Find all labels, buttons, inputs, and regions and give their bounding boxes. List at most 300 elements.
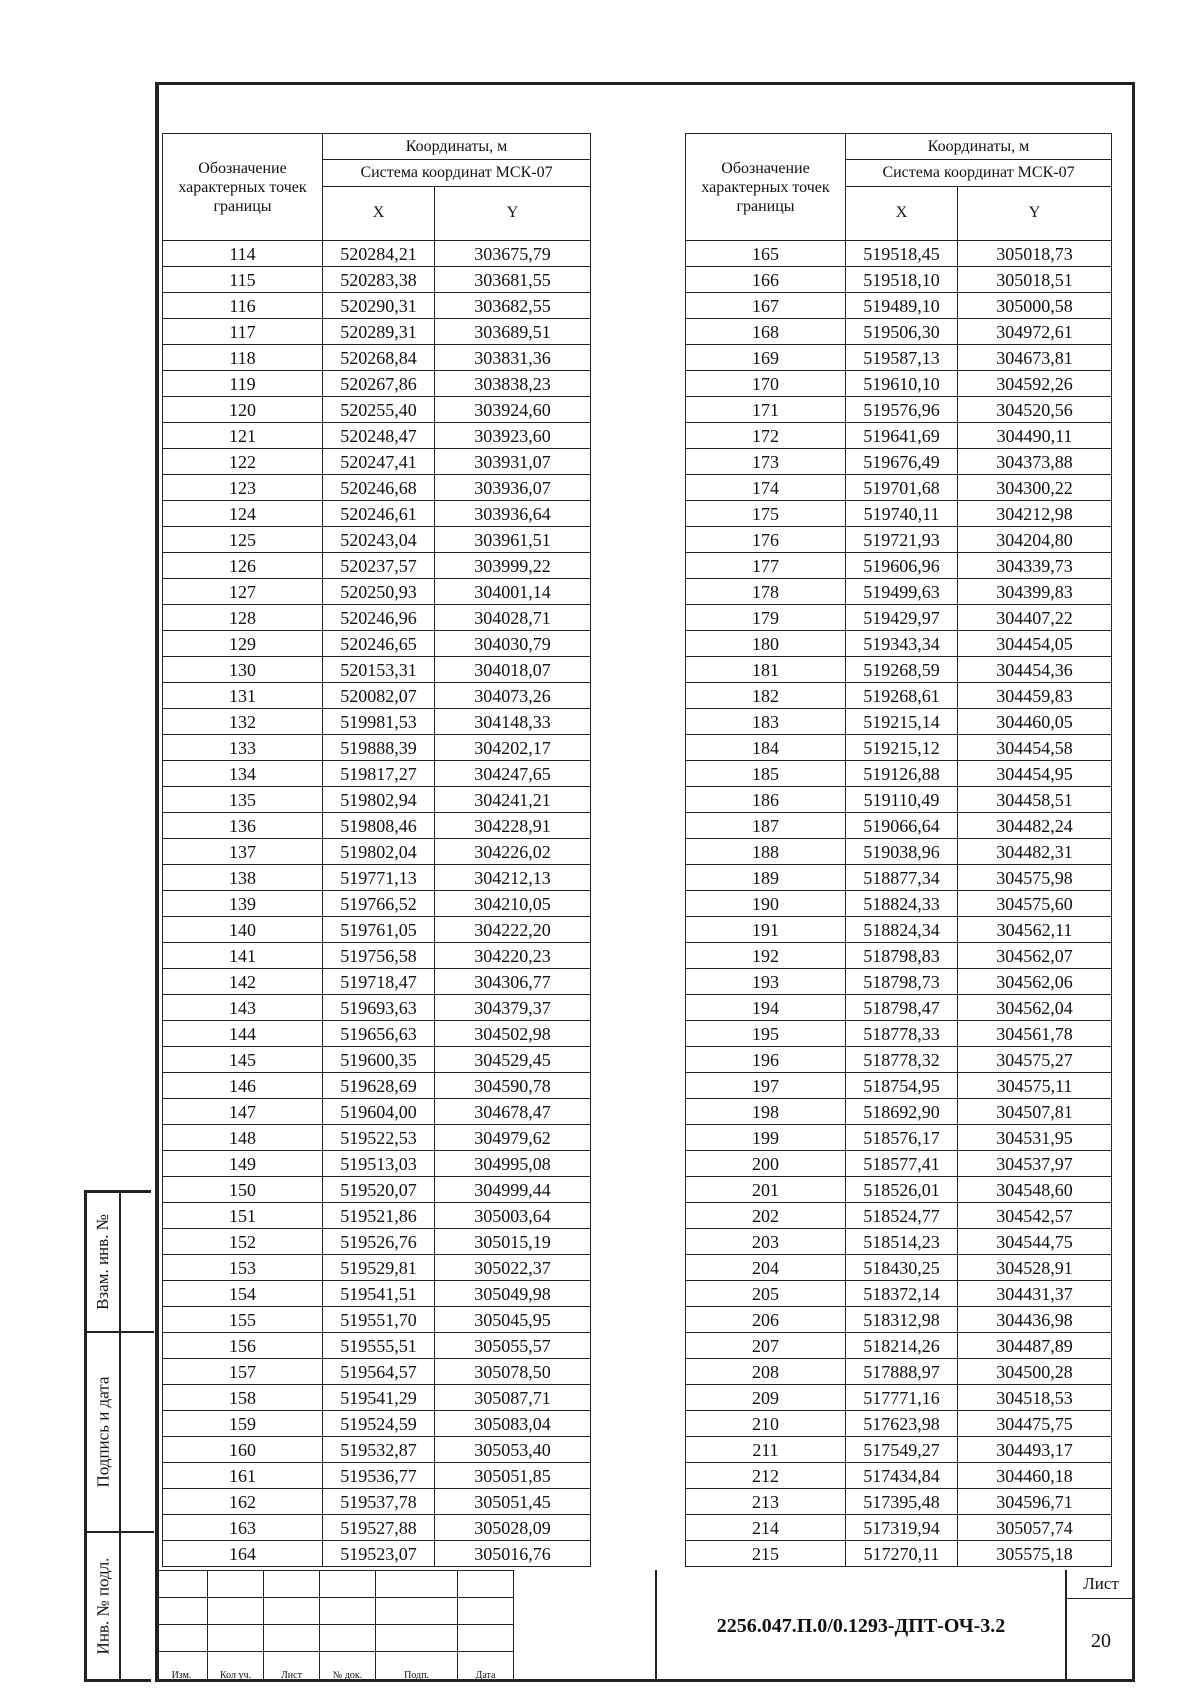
- y-cell: 304454,95: [958, 761, 1112, 787]
- y-cell: 304590,78: [435, 1073, 591, 1099]
- x-cell: 518312,98: [846, 1307, 958, 1333]
- table-row: [686, 553, 1112, 579]
- y-cell: 304493,17: [958, 1437, 1112, 1463]
- table-row: [163, 761, 591, 787]
- y-cell: 303931,07: [435, 449, 591, 475]
- table-row: [686, 267, 1112, 293]
- x-cell: 519513,03: [323, 1151, 435, 1177]
- x-cell: 517319,94: [846, 1515, 958, 1541]
- point-id-cell: 186: [686, 787, 846, 813]
- table-row: [163, 1281, 591, 1307]
- point-id-cell: 136: [163, 813, 323, 839]
- y-cell: 303831,36: [435, 345, 591, 371]
- point-id-cell: 129: [163, 631, 323, 657]
- x-cell: 519541,29: [323, 1385, 435, 1411]
- table-row: [163, 397, 591, 423]
- point-id-cell: 210: [686, 1411, 846, 1437]
- point-id-cell: 123: [163, 475, 323, 501]
- table-row: [163, 709, 591, 735]
- point-id-cell: 127: [163, 579, 323, 605]
- x-cell: 518824,34: [846, 917, 958, 943]
- y-cell: 304548,60: [958, 1177, 1112, 1203]
- table-row: [163, 1463, 591, 1489]
- y-cell: 304001,14: [435, 579, 591, 605]
- y-cell: 304544,75: [958, 1229, 1112, 1255]
- table-row: [163, 787, 591, 813]
- table-row: [163, 891, 591, 917]
- x-cell: 519610,10: [846, 371, 958, 397]
- coords-header: Координаты, м: [846, 134, 1112, 160]
- table-row: [163, 267, 591, 293]
- coordinates-table-right: [685, 133, 1112, 1567]
- y-cell: 304561,78: [958, 1021, 1112, 1047]
- x-cell: 519740,11: [846, 501, 958, 527]
- x-cell: 519718,47: [323, 969, 435, 995]
- x-cell: 517434,84: [846, 1463, 958, 1489]
- x-cell: 519268,59: [846, 657, 958, 683]
- y-cell: 303961,51: [435, 527, 591, 553]
- x-cell: 520246,96: [323, 605, 435, 631]
- table-row: [686, 657, 1112, 683]
- point-id-cell: 202: [686, 1203, 846, 1229]
- x-cell: 520082,07: [323, 683, 435, 709]
- y-cell: 304995,08: [435, 1151, 591, 1177]
- y-cell: 305028,09: [435, 1515, 591, 1541]
- y-cell: 304502,98: [435, 1021, 591, 1047]
- table-row: [163, 241, 591, 267]
- point-id-cell: 141: [163, 943, 323, 969]
- stamp-col-ndok: № док.: [320, 1652, 376, 1682]
- y-cell: 304979,62: [435, 1125, 591, 1151]
- table-row: [686, 579, 1112, 605]
- table-row: [163, 1489, 591, 1515]
- point-id-cell: 174: [686, 475, 846, 501]
- x-cell: 519499,63: [846, 579, 958, 605]
- y-cell: 305022,37: [435, 1255, 591, 1281]
- y-cell: 305000,58: [958, 293, 1112, 319]
- table-row: [686, 371, 1112, 397]
- point-id-cell: 177: [686, 553, 846, 579]
- point-id-cell: 121: [163, 423, 323, 449]
- y-cell: 304575,11: [958, 1073, 1112, 1099]
- x-cell: 519343,34: [846, 631, 958, 657]
- x-cell: 519066,64: [846, 813, 958, 839]
- x-cell: 519576,96: [846, 397, 958, 423]
- y-cell: 304228,91: [435, 813, 591, 839]
- y-cell: 304212,98: [958, 501, 1112, 527]
- point-id-cell: 154: [163, 1281, 323, 1307]
- x-cell: 517623,98: [846, 1411, 958, 1437]
- point-id-cell: 118: [163, 345, 323, 371]
- table-row: [163, 1307, 591, 1333]
- table-row: [163, 1047, 591, 1073]
- y-cell: 304222,20: [435, 917, 591, 943]
- point-id-cell: 212: [686, 1463, 846, 1489]
- y-cell: 304518,53: [958, 1385, 1112, 1411]
- y-cell: 304482,31: [958, 839, 1112, 865]
- table-row: [163, 605, 591, 631]
- table-row: [686, 1177, 1112, 1203]
- table-row: [163, 449, 591, 475]
- point-id-cell: 150: [163, 1177, 323, 1203]
- y-cell: 304528,91: [958, 1255, 1112, 1281]
- table-row: [686, 761, 1112, 787]
- point-id-cell: 160: [163, 1437, 323, 1463]
- y-cell: 304436,98: [958, 1307, 1112, 1333]
- table-row: [163, 1541, 591, 1567]
- x-cell: 519038,96: [846, 839, 958, 865]
- table-row: [686, 241, 1112, 267]
- x-cell: 518798,73: [846, 969, 958, 995]
- y-cell: 304460,18: [958, 1463, 1112, 1489]
- table-row: [686, 475, 1112, 501]
- table-row: [163, 865, 591, 891]
- x-cell: 519761,05: [323, 917, 435, 943]
- table-row: [163, 657, 591, 683]
- x-cell: 519506,30: [846, 319, 958, 345]
- y-cell: 304500,28: [958, 1359, 1112, 1385]
- y-cell: 304454,36: [958, 657, 1112, 683]
- table-row: [686, 527, 1112, 553]
- point-id-cell: 157: [163, 1359, 323, 1385]
- side-stamp: [84, 1190, 151, 1682]
- table-row: [686, 319, 1112, 345]
- x-cell: 518754,95: [846, 1073, 958, 1099]
- y-cell: 304306,77: [435, 969, 591, 995]
- x-cell: 518372,14: [846, 1281, 958, 1307]
- y-cell: 304972,61: [958, 319, 1112, 345]
- point-header: Обозначение характерных точек границы: [163, 134, 323, 241]
- y-cell: 304148,33: [435, 709, 591, 735]
- point-id-cell: 211: [686, 1437, 846, 1463]
- y-cell: 304507,81: [958, 1099, 1112, 1125]
- table-row: [163, 319, 591, 345]
- table-row: [686, 449, 1112, 475]
- y-cell: 304490,11: [958, 423, 1112, 449]
- table-row: [686, 1099, 1112, 1125]
- x-cell: 519110,49: [846, 787, 958, 813]
- x-cell: 519606,96: [846, 553, 958, 579]
- x-cell: 520284,21: [323, 241, 435, 267]
- x-cell: 519721,93: [846, 527, 958, 553]
- point-id-cell: 214: [686, 1515, 846, 1541]
- point-id-cell: 209: [686, 1385, 846, 1411]
- x-cell: 520246,61: [323, 501, 435, 527]
- point-id-cell: 201: [686, 1177, 846, 1203]
- point-id-cell: 142: [163, 969, 323, 995]
- point-id-cell: 193: [686, 969, 846, 995]
- point-id-cell: 172: [686, 423, 846, 449]
- sheet-label: Лист: [1067, 1570, 1135, 1599]
- right-table-body: [686, 241, 1112, 1567]
- point-id-cell: 130: [163, 657, 323, 683]
- y-cell: 304018,07: [435, 657, 591, 683]
- coords-header: Координаты, м: [323, 134, 591, 160]
- point-id-cell: 149: [163, 1151, 323, 1177]
- point-id-cell: 116: [163, 293, 323, 319]
- point-id-cell: 131: [163, 683, 323, 709]
- point-id-cell: 180: [686, 631, 846, 657]
- x-cell: 518778,33: [846, 1021, 958, 1047]
- y-cell: 304575,60: [958, 891, 1112, 917]
- table-row: [163, 1411, 591, 1437]
- table-row: [686, 1359, 1112, 1385]
- y-cell: 305016,76: [435, 1541, 591, 1567]
- point-id-cell: 173: [686, 449, 846, 475]
- y-cell: 305057,74: [958, 1515, 1112, 1541]
- x-cell: 520153,31: [323, 657, 435, 683]
- point-id-cell: 195: [686, 1021, 846, 1047]
- point-id-cell: 208: [686, 1359, 846, 1385]
- point-id-cell: 145: [163, 1047, 323, 1073]
- point-id-cell: 117: [163, 319, 323, 345]
- x-cell: 518778,32: [846, 1047, 958, 1073]
- point-id-cell: 167: [686, 293, 846, 319]
- coordinates-table-left: [162, 133, 591, 1567]
- table-row: [163, 1255, 591, 1281]
- table-row: [686, 787, 1112, 813]
- title-block: [155, 1570, 1135, 1682]
- table-row: [163, 1073, 591, 1099]
- y-cell: 303838,23: [435, 371, 591, 397]
- point-id-cell: 115: [163, 267, 323, 293]
- x-cell: 519564,57: [323, 1359, 435, 1385]
- x-cell: 518214,26: [846, 1333, 958, 1359]
- table-row: [686, 501, 1112, 527]
- point-id-cell: 139: [163, 891, 323, 917]
- x-cell: 519541,51: [323, 1281, 435, 1307]
- y-cell: 304202,17: [435, 735, 591, 761]
- x-cell: 519536,77: [323, 1463, 435, 1489]
- table-row: [686, 1021, 1112, 1047]
- point-id-cell: 170: [686, 371, 846, 397]
- table-row: [163, 1177, 591, 1203]
- y-cell: 305053,40: [435, 1437, 591, 1463]
- side-vzam-label: Взам. инв. №: [93, 1214, 112, 1310]
- table-row: [686, 1047, 1112, 1073]
- table-row: [163, 1437, 591, 1463]
- x-cell: 519555,51: [323, 1333, 435, 1359]
- point-id-cell: 137: [163, 839, 323, 865]
- point-id-cell: 128: [163, 605, 323, 631]
- y-cell: 304562,06: [958, 969, 1112, 995]
- point-id-cell: 194: [686, 995, 846, 1021]
- table-row: [686, 969, 1112, 995]
- y-cell: 305015,19: [435, 1229, 591, 1255]
- x-header: X: [323, 186, 435, 240]
- x-cell: 518526,01: [846, 1177, 958, 1203]
- y-cell: 305083,04: [435, 1411, 591, 1437]
- point-id-cell: 184: [686, 735, 846, 761]
- y-cell: 304431,37: [958, 1281, 1112, 1307]
- table-row: [163, 683, 591, 709]
- point-id-cell: 165: [686, 241, 846, 267]
- y-cell: 304030,79: [435, 631, 591, 657]
- y-cell: 304482,24: [958, 813, 1112, 839]
- point-id-cell: 179: [686, 605, 846, 631]
- y-cell: 304460,05: [958, 709, 1112, 735]
- table-row: [686, 1541, 1112, 1567]
- point-id-cell: 190: [686, 891, 846, 917]
- x-cell: 518524,77: [846, 1203, 958, 1229]
- x-cell: 519766,52: [323, 891, 435, 917]
- y-cell: 305045,95: [435, 1307, 591, 1333]
- table-row: [163, 1333, 591, 1359]
- x-cell: 520290,31: [323, 293, 435, 319]
- x-cell: 520237,57: [323, 553, 435, 579]
- y-cell: 304592,26: [958, 371, 1112, 397]
- side-vzam-cell: [87, 1193, 154, 1333]
- point-id-cell: 148: [163, 1125, 323, 1151]
- y-cell: 304373,88: [958, 449, 1112, 475]
- table-row: [686, 1385, 1112, 1411]
- y-cell: 304537,97: [958, 1151, 1112, 1177]
- y-cell: 304339,73: [958, 553, 1112, 579]
- point-id-cell: 140: [163, 917, 323, 943]
- point-id-cell: 152: [163, 1229, 323, 1255]
- y-cell: 304678,47: [435, 1099, 591, 1125]
- x-cell: 518692,90: [846, 1099, 958, 1125]
- table-row: [163, 1099, 591, 1125]
- table-row: [163, 943, 591, 969]
- x-cell: 519529,81: [323, 1255, 435, 1281]
- x-cell: 520255,40: [323, 397, 435, 423]
- table-row: [686, 1281, 1112, 1307]
- y-cell: 305087,71: [435, 1385, 591, 1411]
- table-row: [163, 423, 591, 449]
- table-row: [686, 917, 1112, 943]
- point-id-cell: 215: [686, 1541, 846, 1567]
- point-id-cell: 147: [163, 1099, 323, 1125]
- table-row: [163, 995, 591, 1021]
- x-cell: 519641,69: [846, 423, 958, 449]
- table-row: [686, 891, 1112, 917]
- y-cell: 304210,05: [435, 891, 591, 917]
- x-cell: 519656,63: [323, 1021, 435, 1047]
- y-cell: 304475,75: [958, 1411, 1112, 1437]
- x-cell: 517549,27: [846, 1437, 958, 1463]
- x-cell: 519756,58: [323, 943, 435, 969]
- x-cell: 519537,78: [323, 1489, 435, 1515]
- x-cell: 519526,76: [323, 1229, 435, 1255]
- table-row: [163, 813, 591, 839]
- y-header: Y: [435, 186, 591, 240]
- point-id-cell: 192: [686, 943, 846, 969]
- y-cell: 304575,27: [958, 1047, 1112, 1073]
- point-id-cell: 120: [163, 397, 323, 423]
- point-id-cell: 166: [686, 267, 846, 293]
- point-id-cell: 181: [686, 657, 846, 683]
- side-podpis-label: Подпись и дата: [93, 1376, 112, 1488]
- table-row: [686, 865, 1112, 891]
- y-cell: 305051,85: [435, 1463, 591, 1489]
- point-id-cell: 156: [163, 1333, 323, 1359]
- y-cell: 305003,64: [435, 1203, 591, 1229]
- y-cell: 304531,95: [958, 1125, 1112, 1151]
- y-cell: 304459,83: [958, 683, 1112, 709]
- x-cell: 517270,11: [846, 1541, 958, 1567]
- point-id-cell: 207: [686, 1333, 846, 1359]
- x-cell: 519888,39: [323, 735, 435, 761]
- stamp-col-list: Лист: [264, 1652, 320, 1682]
- y-cell: 303681,55: [435, 267, 591, 293]
- x-cell: 519524,59: [323, 1411, 435, 1437]
- table-row: [163, 839, 591, 865]
- table-row: [686, 995, 1112, 1021]
- side-inv-cell: [87, 1533, 154, 1679]
- y-header: Y: [958, 186, 1112, 240]
- point-id-cell: 151: [163, 1203, 323, 1229]
- x-cell: 520248,47: [323, 423, 435, 449]
- sheet-number: 20: [1091, 1629, 1111, 1652]
- y-cell: 304487,89: [958, 1333, 1112, 1359]
- table-row: [163, 1515, 591, 1541]
- table-row: [163, 1229, 591, 1255]
- y-cell: 305575,18: [958, 1541, 1112, 1567]
- point-id-cell: 163: [163, 1515, 323, 1541]
- y-cell: 304596,71: [958, 1489, 1112, 1515]
- point-id-cell: 196: [686, 1047, 846, 1073]
- y-cell: 303675,79: [435, 241, 591, 267]
- point-id-cell: 182: [686, 683, 846, 709]
- x-cell: 518430,25: [846, 1255, 958, 1281]
- table-row: [686, 813, 1112, 839]
- table-row: [686, 605, 1112, 631]
- point-id-cell: 158: [163, 1385, 323, 1411]
- point-id-cell: 204: [686, 1255, 846, 1281]
- system-header: Система координат МСК-07: [323, 160, 591, 186]
- stamp-col-kol: Кол уч.: [208, 1652, 264, 1682]
- table-row: [686, 943, 1112, 969]
- table-row: [163, 631, 591, 657]
- x-cell: 518514,23: [846, 1229, 958, 1255]
- point-id-cell: 171: [686, 397, 846, 423]
- point-id-cell: 124: [163, 501, 323, 527]
- table-row: [163, 579, 591, 605]
- x-cell: 518798,83: [846, 943, 958, 969]
- left-table-body: [163, 241, 591, 1567]
- x-cell: 519268,61: [846, 683, 958, 709]
- x-cell: 520246,65: [323, 631, 435, 657]
- x-cell: 519215,14: [846, 709, 958, 735]
- point-id-cell: 205: [686, 1281, 846, 1307]
- table-row: [163, 1151, 591, 1177]
- point-id-cell: 134: [163, 761, 323, 787]
- table-row: [163, 345, 591, 371]
- table-row: [163, 1021, 591, 1047]
- point-id-cell: 122: [163, 449, 323, 475]
- y-cell: 303682,55: [435, 293, 591, 319]
- y-cell: 303999,22: [435, 553, 591, 579]
- x-cell: 519551,70: [323, 1307, 435, 1333]
- point-id-cell: 133: [163, 735, 323, 761]
- point-id-cell: 135: [163, 787, 323, 813]
- y-cell: 305078,50: [435, 1359, 591, 1385]
- x-cell: 519520,07: [323, 1177, 435, 1203]
- y-cell: 303936,07: [435, 475, 591, 501]
- x-cell: 518798,47: [846, 995, 958, 1021]
- y-cell: 304028,71: [435, 605, 591, 631]
- system-header: Система координат МСК-07: [846, 160, 1112, 186]
- table-row: [686, 735, 1112, 761]
- x-cell: 519604,00: [323, 1099, 435, 1125]
- point-id-cell: 153: [163, 1255, 323, 1281]
- x-cell: 520243,04: [323, 527, 435, 553]
- x-cell: 518576,17: [846, 1125, 958, 1151]
- table-row: [163, 1359, 591, 1385]
- point-id-cell: 144: [163, 1021, 323, 1047]
- point-id-cell: 191: [686, 917, 846, 943]
